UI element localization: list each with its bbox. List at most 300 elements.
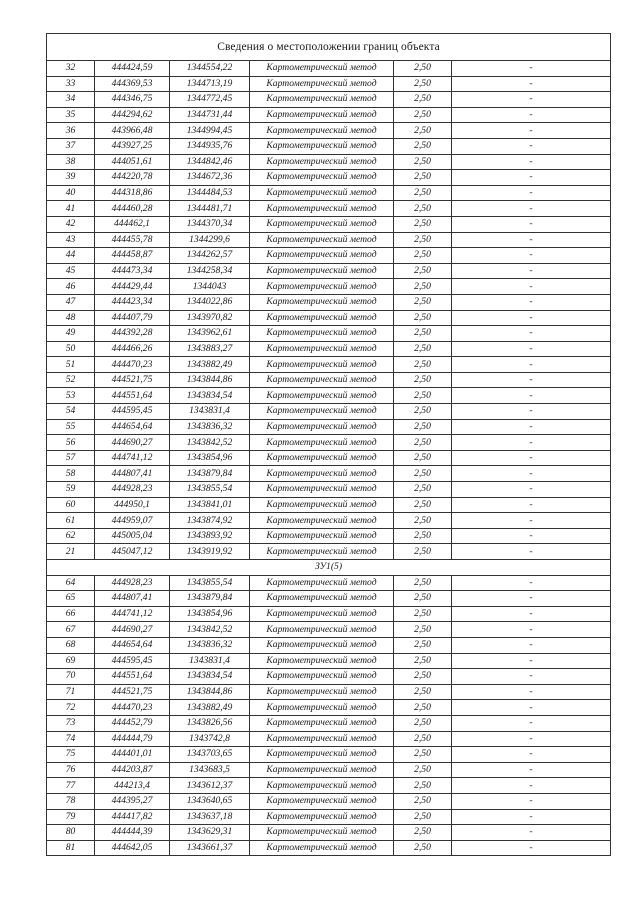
accuracy-cell: 2,50 [394,76,452,92]
x-coordinate-cell: 444741,12 [95,606,170,622]
accuracy-cell: 2,50 [394,497,452,513]
point-number-cell: 68 [47,637,95,653]
y-coordinate-cell: 1343855,54 [170,482,250,498]
accuracy-cell: 2,50 [394,684,452,700]
point-number-cell: 59 [47,482,95,498]
y-coordinate-cell: 1343919,92 [170,544,250,560]
table-row [47,528,611,544]
x-coordinate-cell: 444392,28 [95,326,170,342]
accuracy-cell: 2,50 [394,513,452,529]
y-coordinate-cell: 1343844,86 [170,372,250,388]
x-coordinate-cell: 445005,04 [95,528,170,544]
x-coordinate-cell: 443966,48 [95,123,170,139]
point-number-cell: 72 [47,700,95,716]
description-cell: - [452,419,611,435]
point-number-cell: 58 [47,466,95,482]
accuracy-cell: 2,50 [394,279,452,295]
x-coordinate-cell: 443927,25 [95,138,170,154]
method-cell: Картометрический метод [250,825,394,841]
method-cell: Картометрический метод [250,123,394,139]
y-coordinate-cell: 1343834,54 [170,669,250,685]
x-coordinate-cell: 444595,45 [95,404,170,420]
method-cell: Картометрический метод [250,435,394,451]
description-cell: - [452,326,611,342]
x-coordinate-cell: 444417,82 [95,809,170,825]
method-cell: Картометрический метод [250,715,394,731]
table-row [47,388,611,404]
x-coordinate-cell: 444369,53 [95,76,170,92]
point-number-cell: 32 [47,61,95,77]
method-cell: Картометрический метод [250,326,394,342]
table-row [47,825,611,841]
accuracy-cell: 2,50 [394,201,452,217]
point-number-cell: 53 [47,388,95,404]
y-coordinate-cell: 1343683,5 [170,762,250,778]
description-cell: - [452,232,611,248]
y-coordinate-cell: 1343637,18 [170,809,250,825]
x-coordinate-cell: 444551,64 [95,669,170,685]
x-coordinate-cell: 444462,1 [95,216,170,232]
table-row [47,372,611,388]
y-coordinate-cell: 1343842,52 [170,622,250,638]
y-coordinate-cell: 1343836,32 [170,637,250,653]
accuracy-cell: 2,50 [394,435,452,451]
y-coordinate-cell: 1343842,52 [170,435,250,451]
accuracy-cell: 2,50 [394,591,452,607]
y-coordinate-cell: 1344258,34 [170,263,250,279]
y-coordinate-cell: 1344935,76 [170,138,250,154]
point-number-cell: 61 [47,513,95,529]
x-coordinate-cell: 444346,75 [95,92,170,108]
table-row [47,310,611,326]
accuracy-cell: 2,50 [394,482,452,498]
point-number-cell: 39 [47,170,95,186]
accuracy-cell: 2,50 [394,419,452,435]
y-coordinate-cell: 1343962,61 [170,326,250,342]
method-cell: Картометрический метод [250,310,394,326]
method-cell: Картометрический метод [250,92,394,108]
x-coordinate-cell: 444455,78 [95,232,170,248]
description-cell: - [452,575,611,591]
description-cell: - [452,388,611,404]
description-cell: - [452,61,611,77]
point-number-cell: 70 [47,669,95,685]
table-row [47,544,611,560]
accuracy-cell: 2,50 [394,107,452,123]
x-coordinate-cell: 444294,62 [95,107,170,123]
x-coordinate-cell: 444521,75 [95,372,170,388]
y-coordinate-cell: 1344731,44 [170,107,250,123]
accuracy-cell: 2,50 [394,793,452,809]
y-coordinate-cell: 1343844,86 [170,684,250,700]
description-cell: - [452,216,611,232]
point-number-cell: 55 [47,419,95,435]
accuracy-cell: 2,50 [394,653,452,669]
accuracy-cell: 2,50 [394,778,452,794]
point-number-cell: 74 [47,731,95,747]
x-coordinate-cell: 444318,86 [95,185,170,201]
table-row [47,232,611,248]
point-number-cell: 51 [47,357,95,373]
accuracy-cell: 2,50 [394,715,452,731]
table-row [47,778,611,794]
method-cell: Картометрический метод [250,528,394,544]
accuracy-cell: 2,50 [394,138,452,154]
description-cell: - [452,591,611,607]
y-coordinate-cell: 1343854,96 [170,606,250,622]
table-row [47,61,611,77]
x-coordinate-cell: 444807,41 [95,591,170,607]
y-coordinate-cell: 1343970,82 [170,310,250,326]
y-coordinate-cell: 1343826,56 [170,715,250,731]
table-row [47,497,611,513]
method-cell: Картометрический метод [250,76,394,92]
description-cell: - [452,606,611,622]
table-row [47,793,611,809]
table-row [47,450,611,466]
method-cell: Картометрический метод [250,263,394,279]
description-cell: - [452,154,611,170]
point-number-cell: 80 [47,825,95,841]
x-coordinate-cell: 444741,12 [95,450,170,466]
description-cell: - [452,294,611,310]
point-number-cell: 81 [47,840,95,856]
point-number-cell: 66 [47,606,95,622]
method-cell: Картометрический метод [250,637,394,653]
accuracy-cell: 2,50 [394,232,452,248]
point-number-cell: 44 [47,248,95,264]
method-cell: Картометрический метод [250,450,394,466]
table-row [47,294,611,310]
x-coordinate-cell: 444051,61 [95,154,170,170]
table-row [47,762,611,778]
y-coordinate-cell: 1344299,6 [170,232,250,248]
point-number-cell: 37 [47,138,95,154]
description-cell: - [452,201,611,217]
point-number-cell: 47 [47,294,95,310]
description-cell: - [452,138,611,154]
x-coordinate-cell: 444203,87 [95,762,170,778]
point-number-cell: 42 [47,216,95,232]
y-coordinate-cell: 1343854,96 [170,450,250,466]
table-row [47,263,611,279]
x-coordinate-cell: 444473,34 [95,263,170,279]
y-coordinate-cell: 1343834,54 [170,388,250,404]
description-cell: - [452,793,611,809]
accuracy-cell: 2,50 [394,185,452,201]
x-coordinate-cell: 444407,79 [95,310,170,326]
accuracy-cell: 2,50 [394,216,452,232]
x-coordinate-cell: 444959,07 [95,513,170,529]
method-cell: Картометрический метод [250,388,394,404]
x-coordinate-cell: 444429,44 [95,279,170,295]
table-row [47,840,611,856]
accuracy-cell: 2,50 [394,248,452,264]
point-number-cell: 48 [47,310,95,326]
x-coordinate-cell: 444807,41 [95,466,170,482]
method-cell: Картометрический метод [250,279,394,295]
method-cell: Картометрический метод [250,248,394,264]
accuracy-cell: 2,50 [394,762,452,778]
x-coordinate-cell: 444423,34 [95,294,170,310]
x-coordinate-cell: 444470,23 [95,700,170,716]
description-cell: - [452,435,611,451]
description-cell: - [452,513,611,529]
description-cell: - [452,497,611,513]
method-cell: Картометрический метод [250,216,394,232]
accuracy-cell: 2,50 [394,731,452,747]
point-number-cell: 56 [47,435,95,451]
y-coordinate-cell: 1343841,01 [170,497,250,513]
y-coordinate-cell: 1343879,84 [170,466,250,482]
table-row [47,466,611,482]
point-number-cell: 73 [47,715,95,731]
y-coordinate-cell: 1343612,37 [170,778,250,794]
x-coordinate-cell: 444595,45 [95,653,170,669]
y-coordinate-cell: 1343742,8 [170,731,250,747]
method-cell: Картометрический метод [250,185,394,201]
x-coordinate-cell: 444690,27 [95,435,170,451]
method-cell: Картометрический метод [250,497,394,513]
x-coordinate-cell: 444401,01 [95,747,170,763]
description-cell: - [452,248,611,264]
table-row [47,201,611,217]
accuracy-cell: 2,50 [394,575,452,591]
description-cell: - [452,310,611,326]
table-title: Сведения о местоположении границ объекта [47,34,611,61]
y-coordinate-cell: 1343661,37 [170,840,250,856]
accuracy-cell: 2,50 [394,310,452,326]
table-row [47,684,611,700]
method-cell: Картометрический метод [250,201,394,217]
description-cell: - [452,544,611,560]
description-cell: - [452,747,611,763]
accuracy-cell: 2,50 [394,372,452,388]
table-row [47,326,611,342]
method-cell: Картометрический метод [250,684,394,700]
table-row [47,107,611,123]
table-row [47,154,611,170]
method-cell: Картометрический метод [250,778,394,794]
method-cell: Картометрический метод [250,357,394,373]
x-coordinate-cell: 444521,75 [95,684,170,700]
table-row [47,404,611,420]
accuracy-cell: 2,50 [394,528,452,544]
method-cell: Картометрический метод [250,61,394,77]
method-cell: Картометрический метод [250,731,394,747]
table-row [47,123,611,139]
method-cell: Картометрический метод [250,232,394,248]
description-cell: - [452,263,611,279]
point-number-cell: 65 [47,591,95,607]
table-row [47,591,611,607]
description-cell: - [452,357,611,373]
method-cell: Картометрический метод [250,840,394,856]
x-coordinate-cell: 444642,05 [95,840,170,856]
y-coordinate-cell: 1343831,4 [170,653,250,669]
x-coordinate-cell: 444654,64 [95,637,170,653]
point-number-cell: 79 [47,809,95,825]
point-number-cell: 50 [47,341,95,357]
description-cell: - [452,637,611,653]
method-cell: Картометрический метод [250,793,394,809]
table-row [47,185,611,201]
description-cell: - [452,825,611,841]
point-number-cell: 57 [47,450,95,466]
point-number-cell: 21 [47,544,95,560]
description-cell: - [452,279,611,295]
y-coordinate-cell: 1343629,31 [170,825,250,841]
description-cell: - [452,715,611,731]
table-row [47,809,611,825]
description-cell: - [452,778,611,794]
method-cell: Картометрический метод [250,372,394,388]
table-row [47,216,611,232]
accuracy-cell: 2,50 [394,747,452,763]
method-cell: Картометрический метод [250,809,394,825]
description-cell: - [452,840,611,856]
description-cell: - [452,669,611,685]
table-row [47,606,611,622]
table-body [47,61,611,856]
point-number-cell: 78 [47,793,95,809]
x-coordinate-cell: 444690,27 [95,622,170,638]
y-coordinate-cell: 1344994,45 [170,123,250,139]
method-cell: Картометрический метод [250,404,394,420]
x-coordinate-cell: 444444,79 [95,731,170,747]
x-coordinate-cell: 445047,12 [95,544,170,560]
y-coordinate-cell: 1344554,22 [170,61,250,77]
point-number-cell: 46 [47,279,95,295]
method-cell: Картометрический метод [250,669,394,685]
y-coordinate-cell: 1344481,71 [170,201,250,217]
point-number-cell: 54 [47,404,95,420]
y-coordinate-cell: 1343882,49 [170,357,250,373]
table-row [47,653,611,669]
y-coordinate-cell: 1344370,34 [170,216,250,232]
x-coordinate-cell: 444220,78 [95,170,170,186]
x-coordinate-cell: 444470,23 [95,357,170,373]
x-coordinate-cell: 444654,64 [95,419,170,435]
point-number-cell: 49 [47,326,95,342]
table-row [47,622,611,638]
x-coordinate-cell: 444928,23 [95,575,170,591]
method-cell: Картометрический метод [250,482,394,498]
method-cell: Картометрический метод [250,606,394,622]
table-row [47,357,611,373]
point-number-cell: 75 [47,747,95,763]
accuracy-cell: 2,50 [394,606,452,622]
x-coordinate-cell: 444551,64 [95,388,170,404]
x-coordinate-cell: 444452,79 [95,715,170,731]
table-row [47,279,611,295]
accuracy-cell: 2,50 [394,154,452,170]
method-cell: Картометрический метод [250,747,394,763]
accuracy-cell: 2,50 [394,809,452,825]
y-coordinate-cell: 1343882,49 [170,700,250,716]
description-cell: - [452,700,611,716]
point-number-cell: 43 [47,232,95,248]
y-coordinate-cell: 1343893,92 [170,528,250,544]
accuracy-cell: 2,50 [394,669,452,685]
table-row [47,731,611,747]
description-cell: - [452,372,611,388]
point-number-cell: 77 [47,778,95,794]
method-cell: Картометрический метод [250,544,394,560]
table-row [47,435,611,451]
description-cell: - [452,92,611,108]
description-cell: - [452,76,611,92]
method-cell: Картометрический метод [250,138,394,154]
description-cell: - [452,170,611,186]
method-cell: Картометрический метод [250,170,394,186]
x-coordinate-cell: 444213,4 [95,778,170,794]
point-number-cell: 52 [47,372,95,388]
table-row [47,715,611,731]
point-number-cell: 62 [47,528,95,544]
point-number-cell: 76 [47,762,95,778]
y-coordinate-cell: 1344022,86 [170,294,250,310]
table-row [47,170,611,186]
accuracy-cell: 2,50 [394,466,452,482]
method-cell: Картометрический метод [250,575,394,591]
method-cell: Картометрический метод [250,341,394,357]
y-coordinate-cell: 1343640,65 [170,793,250,809]
description-cell: - [452,466,611,482]
description-cell: - [452,528,611,544]
method-cell: Картометрический метод [250,294,394,310]
accuracy-cell: 2,50 [394,326,452,342]
method-cell: Картометрический метод [250,622,394,638]
x-coordinate-cell: 444950,1 [95,497,170,513]
y-coordinate-cell: 1343879,84 [170,591,250,607]
accuracy-cell: 2,50 [394,825,452,841]
description-cell: - [452,185,611,201]
description-cell: - [452,684,611,700]
accuracy-cell: 2,50 [394,700,452,716]
table-row [47,341,611,357]
description-cell: - [452,762,611,778]
table-row [47,138,611,154]
table-row [47,248,611,264]
y-coordinate-cell: 1344713,19 [170,76,250,92]
point-number-cell: 33 [47,76,95,92]
point-number-cell: 69 [47,653,95,669]
description-cell: - [452,404,611,420]
accuracy-cell: 2,50 [394,544,452,560]
y-coordinate-cell: 1344043 [170,279,250,295]
point-number-cell: 36 [47,123,95,139]
point-number-cell: 38 [47,154,95,170]
method-cell: Картометрический метод [250,466,394,482]
section-row [47,560,611,576]
method-cell: Картометрический метод [250,700,394,716]
accuracy-cell: 2,50 [394,263,452,279]
x-coordinate-cell: 444458,87 [95,248,170,264]
point-number-cell: 34 [47,92,95,108]
x-coordinate-cell: 444424,59 [95,61,170,77]
point-number-cell: 71 [47,684,95,700]
description-cell: - [452,731,611,747]
accuracy-cell: 2,50 [394,170,452,186]
table-row [47,700,611,716]
accuracy-cell: 2,50 [394,294,452,310]
method-cell: Картометрический метод [250,419,394,435]
boundary-table [46,33,611,856]
y-coordinate-cell: 1343703,65 [170,747,250,763]
accuracy-cell: 2,50 [394,388,452,404]
table-row [47,669,611,685]
